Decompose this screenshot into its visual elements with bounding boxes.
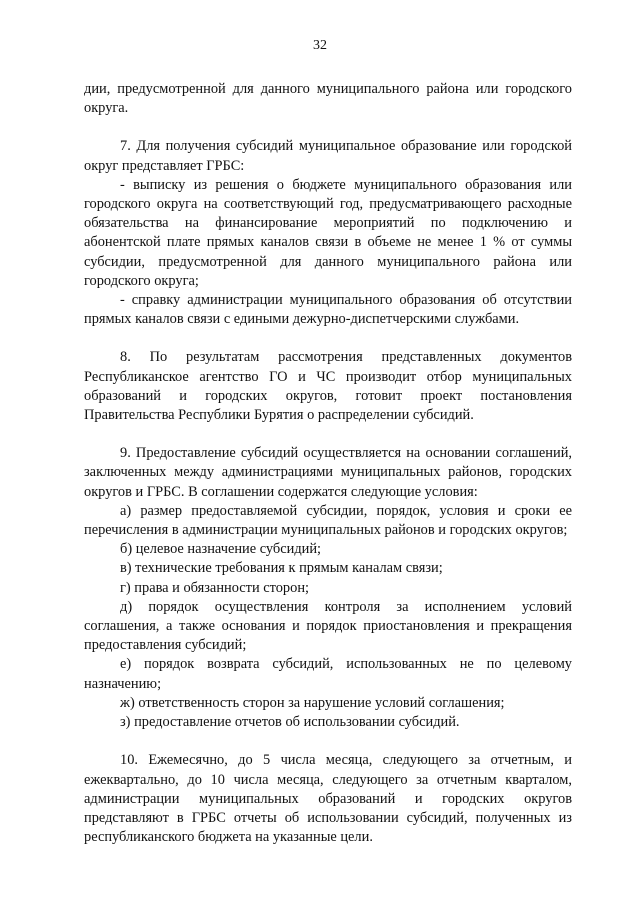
paragraph-9: 9. Предоставление субсидий осуществляется на основании соглашений, заключенных между администрациями муниципальных районов, городских округов и ГРБС. В соглашении содержатся следующие условия: [84,445,572,500]
paragraph-9-item-v: в) технические требования к прямым каналам связи; [120,560,443,577]
paragraph-continuation: дии, предусмотренной для данного муниципального района или городского округа. [84,81,572,117]
paragraph-9-item-e: е) порядок возврата субсидий, использованных не по целевому назначению; [84,656,572,692]
document-body [84,80,572,847]
paragraph-8: 8. По результатам рассмотрения представленных документов Республиканское агентство ГО и ЧС производит отбор муниципальных образований и городских округов, готовит проект постановления Правительства Республики Бурятия о распределении субсидий. [84,349,572,424]
page-number: 32 [313,38,327,53]
paragraph-9-item-d: д) порядок осуществления контроля за исполнением условий соглашения, а также основания и порядок приостановления и прекращения предоставления субсидий; [84,598,572,654]
paragraph-9-item-b: б) целевое назначение субсидий; [120,541,322,558]
paragraph-9-item-g: г) права и обязанности сторон; [120,579,310,596]
paragraph-9-item-z: з) предоставление отчетов об использовании субсидий. [120,714,460,731]
paragraph-9-item-a: а) размер предоставляемой субсидии, порядок, условия и сроки ее перечисления в администрации муниципальных районов и городских округов; [84,502,572,539]
paragraph-7-item-1: - выписку из решения о бюджете муниципального образования или городского округа на соответствующий год, предусматривающего расходные обязательства на финансирование мероприятий по подключению и абонентской плате прямых каналов связи в объеме не менее 1 % от суммы субсидии, предусмотренной для данного муниципального района или городского округа; [84,176,572,289]
paragraph-9-item-zh: ж) ответственность сторон за нарушение условий соглашения; [120,694,505,711]
paragraph-7: 7. Для получения субсидий муниципальное образование или городской округ представляет ГРБС: [84,138,572,174]
paragraph-10: 10. Ежемесячно, до 5 числа месяца, следующего за отчетным, и ежеквартально, до 10 числа месяца, следующего за отчетным кварталом, администрации муниципальных образований и городских округов представляют в ГРБС отчеты об использовании субсидий, полученных из республиканского бюджета на указанные цели. [84,752,572,846]
paragraph-7-item-2: - справку администрации муниципального образования об отсутствии прямых каналов связи с едиными дежурно-диспетчерскими службами. [84,292,572,328]
